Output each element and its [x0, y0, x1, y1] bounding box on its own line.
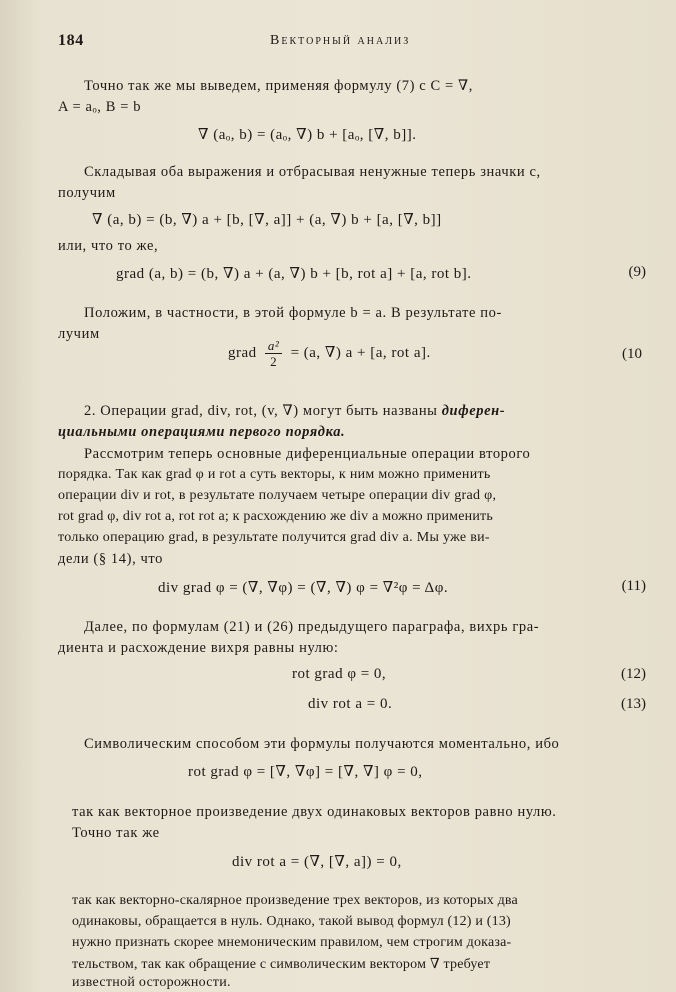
page-number: 184: [58, 32, 84, 49]
text-line: так как векторное произведение двух одинаковых векторов равно нулю.: [72, 804, 557, 820]
section-text: 2. Операции grad, div, rot, (v, ∇) могут быть названы: [84, 403, 438, 419]
equation-number: (13): [621, 696, 646, 712]
text-line: получим: [58, 185, 116, 201]
text-line: дели (§ 14), что: [58, 551, 164, 567]
text-line: диента и расхождение вихря равны нулю:: [58, 640, 339, 656]
eq-grad: grad: [228, 344, 257, 361]
fraction: [265, 338, 282, 369]
text-line: только операцию grad, в результате получится grad div a. Мы уже ви-: [58, 530, 490, 545]
equation: div grad φ = (∇, ∇φ) = (∇, ∇) φ = ∇²φ = Δφ.: [158, 580, 449, 596]
text-line: так как векторно-скалярное произведение трех векторов, из которых два: [72, 893, 518, 908]
text-line: Далее, по формулам (21) и (26) предыдущего параграфа, вихрь гра-: [84, 619, 540, 635]
text-line: Символическим способом эти формулы получаются моментально, ибо: [84, 736, 560, 752]
fraction-numerator: a²: [265, 338, 282, 354]
equation: rot grad φ = [∇, ∇φ] = [∇, ∇] φ = 0,: [188, 764, 423, 780]
text-line: Точно так же: [72, 825, 160, 841]
equation-fraction: [228, 338, 431, 369]
fraction-denominator: 2: [270, 354, 278, 369]
text-line: Рассмотрим теперь основные диференциальные операции второго: [84, 446, 531, 462]
equation: div rot a = (∇, [∇, a]) = 0,: [232, 854, 402, 870]
text-line: Положим, в частности, в этой формуле b = a. В результате по-: [84, 305, 502, 321]
text-line: rot grad φ, div rot a, rot rot a; к расхождению же div a можно применить: [58, 509, 493, 524]
equation: ∇ (a, b) = (b, ∇) a + [b, [∇, a]] + (a, ∇) b + [a, [∇, b]]: [92, 212, 442, 228]
text-line: одинаковы, обращается в нуль. Однако, такой вывод формул (12) и (13): [72, 914, 511, 929]
text-line: Складывая оба выражения и отбрасывая ненужные теперь значки c,: [84, 164, 541, 180]
running-title: Векторный анализ: [270, 33, 411, 48]
text-line: или, что то же,: [58, 238, 159, 254]
equation-number: (11): [621, 578, 646, 594]
equation: div rot a = 0.: [308, 696, 393, 712]
eq-rhs: = (a, ∇) a + [a, rot a].: [290, 344, 431, 361]
equation: rot grad φ = 0,: [292, 666, 387, 682]
section-line: [84, 403, 505, 420]
equation: ∇ (aₒ, b) = (aₒ, ∇) b + [aₒ, [∇, b]].: [198, 127, 417, 143]
section-italic: диферен-: [441, 403, 506, 419]
equation: grad (a, b) = (b, ∇) a + (a, ∇) b + [b, rot a] + [a, rot b].: [116, 266, 472, 282]
equation-number: (10: [622, 346, 642, 362]
text-line: A = aₒ, B = b: [58, 99, 142, 115]
text-line: операции div и rot, в результате получаем четыре операции div grad φ,: [58, 488, 497, 503]
text-line: порядка. Так как grad φ и rot a суть векторы, к ним можно применить: [58, 467, 491, 482]
text-line: Точно так же мы выведем, применяя формулу (7) с C = ∇,: [84, 78, 473, 94]
text-line: лучим: [58, 326, 100, 342]
text-line: известной осторожности.: [72, 975, 231, 990]
text-line: тельством, так как обращение с символическим вектором ∇ требует: [72, 957, 491, 972]
section-italic-line: циальными операциями первого порядка.: [58, 424, 346, 440]
text-line: нужно признать скорее мнемоническим правилом, чем строгим доказа-: [72, 935, 512, 950]
equation-number: (9): [628, 264, 646, 280]
equation-number: (12): [621, 666, 646, 682]
